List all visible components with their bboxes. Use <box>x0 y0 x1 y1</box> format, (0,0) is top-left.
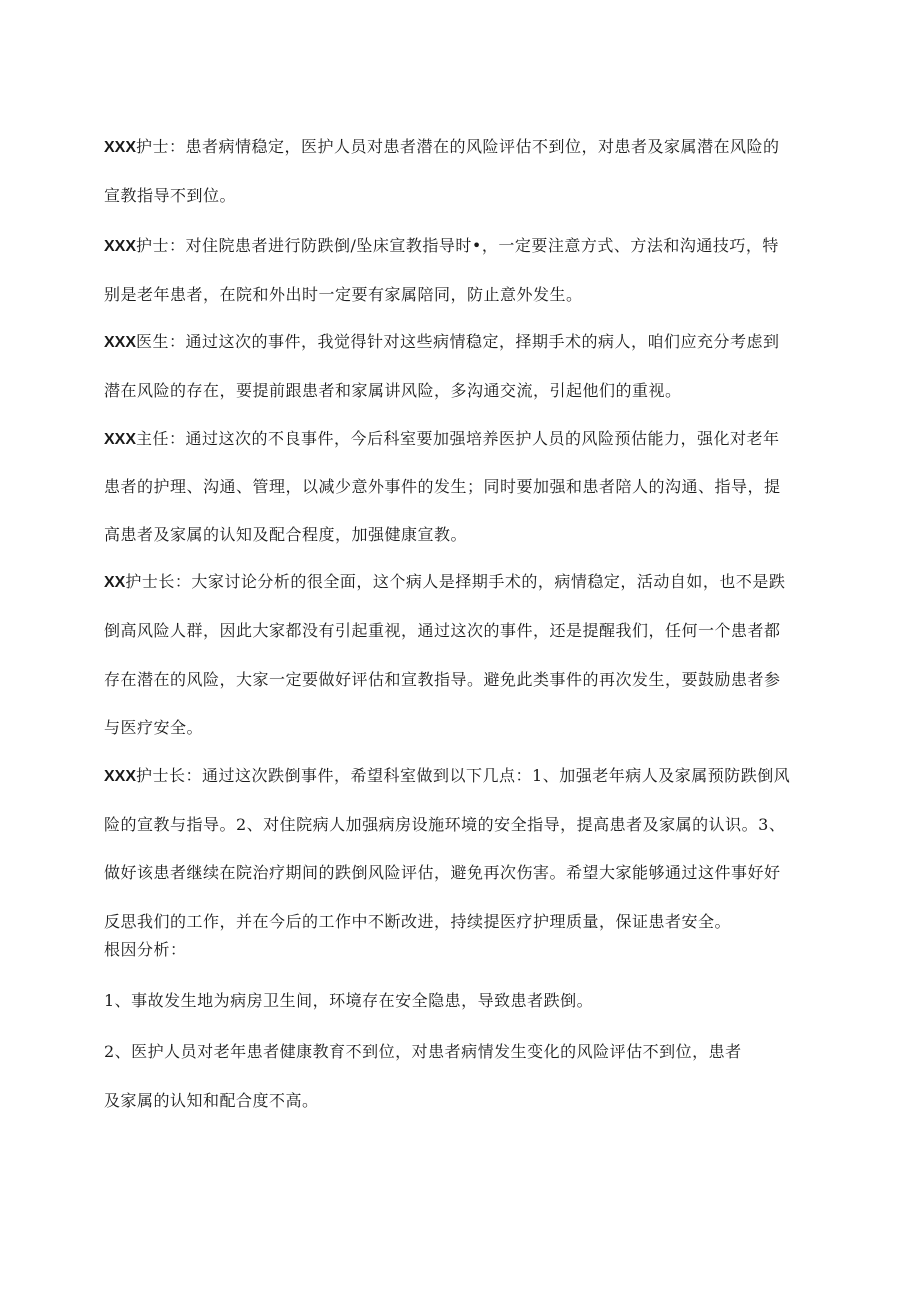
paragraph-2-line-2: 别是老年患者，在院和外出时一定要有家属陪同，防止意外发生。 <box>104 285 583 304</box>
paragraph-text: 护士长：通过这次跌倒事件，希望科室做到以下几点：1、加强老年病人及家属预防跌倒风 <box>136 766 791 785</box>
speaker-name: XX <box>104 574 126 591</box>
root-cause-item-2-line-2: 及家属的认知和配合度不高。 <box>104 1091 319 1110</box>
paragraph-6-line-2: 险的宣教与指导。2、对住院病人加强病房设施环境的安全指导，提高患者及家属的认识。3、 <box>104 815 786 834</box>
paragraph-4-line-1 <box>104 429 780 450</box>
root-cause-item-1: 1、事故发生地为病房卫生间，环境存在安全隐患，导致患者跌倒。 <box>104 991 594 1010</box>
paragraph-6-line-4: 反思我们的工作，并在今后的工作中不断改进，持续提医疗护理质量，保证患者安全。 <box>104 912 732 931</box>
paragraph-6-line-3: 做好该患者继续在院治疗期间的跌倒风险评估，避免再次伤害。希望大家能够通过这件事好好 <box>104 863 781 882</box>
paragraph-4-line-2: 患者的护理、沟通、管理，以减少意外事件的发生；同时要加强和患者陪人的沟通、指导，提 <box>104 477 781 496</box>
paragraph-1-line-1 <box>104 137 780 158</box>
speaker-name: XXX <box>104 334 137 351</box>
paragraph-text: 医生：通过这次的事件，我觉得针对这些病情稳定，择期手术的病人，咱们应充分考虑到 <box>136 332 780 351</box>
paragraph-5-line-2: 倒高风险人群，因此大家都没有引起重视，通过这次的事件，还是提醒我们，任何一个患者都 <box>104 621 781 640</box>
paragraph-5-line-1 <box>104 572 785 593</box>
speaker-name: XXX <box>104 768 137 785</box>
paragraph-1-line-2: 宣教指导不到位。 <box>104 186 237 205</box>
paragraph-5-line-4: 与医疗安全。 <box>104 718 204 737</box>
speaker-name: XXX <box>104 431 137 448</box>
paragraph-2-line-1 <box>104 236 779 257</box>
speaker-name: XXX <box>104 238 137 255</box>
paragraph-5-line-3: 存在潜在的风险，大家一定要做好评估和宣教指导。避免此类事件的再次发生，要鼓励患者参 <box>104 670 781 689</box>
paragraph-4-line-3: 高患者及家属的认知及配合程度，加强健康宣教。 <box>104 525 468 544</box>
speaker-name: XXX <box>104 139 137 156</box>
paragraph-text: 护士长：大家讨论分析的很全面，这个病人是择期手术的，病情稳定，活动自如，也不是跌 <box>125 572 786 591</box>
paragraph-6-line-1 <box>104 766 790 787</box>
paragraph-text: 护士：对住院患者进行防跌倒/坠床宣教指导时•，一定要注意方式、方法和沟通技巧，特 <box>136 236 779 255</box>
paragraph-3-line-2: 潜在风险的存在，要提前跟患者和家属讲风险，多沟通交流，引起他们的重视。 <box>104 381 682 400</box>
paragraph-3-line-1 <box>104 332 780 353</box>
root-cause-heading: 根因分析： <box>104 940 187 959</box>
paragraph-text: 护士：患者病情稳定，医护人员对患者潜在的风险评估不到位，对患者及家属潜在风险的 <box>136 137 780 156</box>
root-cause-item-2-line-1: 2、医护人员对老年患者健康教育不到位，对患者病情发生变化的风险评估不到位，患者 <box>104 1042 742 1061</box>
paragraph-text: 主任：通过这次的不良事件，今后科室要加强培养医护人员的风险预估能力，强化对老年 <box>136 429 780 448</box>
